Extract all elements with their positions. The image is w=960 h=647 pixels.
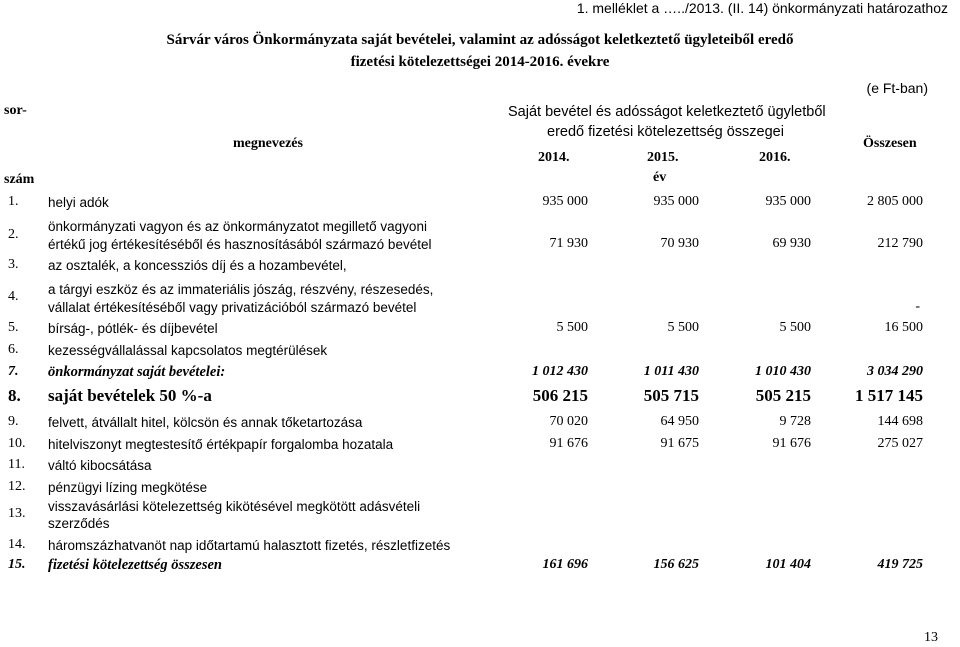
value-total: 1 517 145 <box>855 386 923 405</box>
row-number: 8. <box>8 386 21 405</box>
value-2016: 9 728 <box>779 414 811 429</box>
row-number: 6. <box>8 342 19 357</box>
row-label-line2: szerződés <box>48 516 110 531</box>
row-number: 10. <box>8 436 26 451</box>
value-2015: 91 675 <box>660 436 699 451</box>
value-2015: 64 950 <box>660 414 699 429</box>
value-2016: 505 215 <box>755 386 811 405</box>
value-2015: 935 000 <box>653 194 699 209</box>
value-total: 419 725 <box>877 557 923 572</box>
table-row <box>0 537 960 555</box>
value-2014: 1 012 430 <box>532 364 588 379</box>
row-label: helyi adók <box>48 195 109 210</box>
table-row <box>0 281 960 317</box>
value-2016: 5 500 <box>779 320 811 335</box>
row-number: 13. <box>8 506 26 521</box>
document-title-line2: fizetési kötelezettségei 2014-2016. évekre <box>350 54 610 70</box>
row-label-line1: a tárgyi eszköz és az immateriális jószág, részvény, részesedés, <box>48 282 434 297</box>
header-szam: szám <box>4 172 35 187</box>
table-row <box>0 342 960 360</box>
row-number: 4. <box>8 289 19 304</box>
header-sor: sor- <box>4 103 27 118</box>
row-label: az osztalék, a koncessziós díj és a hozambevétel, <box>48 258 347 273</box>
value-2014: 91 676 <box>549 436 588 451</box>
row-label: felvett, átvállalt hitel, kölcsön és annak tőketartozása <box>48 415 363 430</box>
value-2014: 71 930 <box>549 236 588 251</box>
table-row <box>0 194 960 212</box>
table-row <box>0 218 960 254</box>
row-number: 15. <box>8 557 26 572</box>
header-year-2016: 2016. <box>759 150 791 165</box>
table-row <box>0 364 960 382</box>
value-2014: 161 696 <box>542 557 588 572</box>
value-total: 3 034 290 <box>867 364 923 379</box>
row-number: 3. <box>8 257 19 272</box>
value-2016: 101 404 <box>765 557 811 572</box>
value-2014: 506 215 <box>532 386 588 405</box>
value-total: - <box>915 299 920 314</box>
row-label-line1: visszavásárlási kötelezettség kikötésével megkötött adásvételi <box>48 499 421 514</box>
row-label-line2: vállalat értékesítéséből vagy privatizációból származó bevétel <box>48 300 417 315</box>
header-megnevezes: megnevezés <box>233 136 303 151</box>
header-osszesen: Összesen <box>863 136 917 151</box>
row-label: fizetési kötelezettség összesen <box>48 557 222 573</box>
page-number: 13 <box>924 630 938 645</box>
table-row <box>0 414 960 432</box>
header-group-line1: Saját bevétel és adósságot keletkeztető ügyletből <box>508 104 826 120</box>
table-row <box>0 257 960 275</box>
row-label-line2: értékű jog értékesítéséből és hasznosításából származó bevétel <box>48 237 432 252</box>
value-total: 16 500 <box>884 320 923 335</box>
value-2015: 156 625 <box>653 557 699 572</box>
table-row <box>0 386 960 408</box>
annex-reference: 1. melléklet a …../2013. (II. 14) önkormányzati határozathoz <box>576 0 948 16</box>
row-label: kezességvállalással kapcsolatos megtérülések <box>48 343 328 358</box>
value-total: 212 790 <box>877 236 923 251</box>
row-label: pénzügyi lízing megkötése <box>48 480 208 495</box>
row-number: 14. <box>8 537 26 552</box>
table-row <box>0 457 960 475</box>
value-total: 275 027 <box>877 436 923 451</box>
row-label: váltó kibocsátása <box>48 458 152 473</box>
value-2016: 935 000 <box>765 194 811 209</box>
row-number: 11. <box>8 457 25 472</box>
row-label: háromszázhatvanöt nap időtartamú halasztott fizetés, részletfizetés <box>48 538 451 553</box>
table-row <box>0 479 960 497</box>
table-row <box>0 557 960 575</box>
table-row <box>0 436 960 454</box>
value-2014: 5 500 <box>556 320 588 335</box>
value-2015: 70 930 <box>660 236 699 251</box>
value-2015: 5 500 <box>667 320 699 335</box>
value-total: 144 698 <box>877 414 923 429</box>
header-ev: év <box>653 170 667 185</box>
row-number: 1. <box>8 194 19 209</box>
row-label: saját bevételek 50 %-a <box>48 386 212 405</box>
row-label-line1: önkormányzati vagyon és az önkormányzatot megillető vagyoni <box>48 219 427 234</box>
row-label: bírság-, pótlék- és díjbevétel <box>48 321 218 336</box>
table-row <box>0 498 960 534</box>
row-number: 12. <box>8 479 26 494</box>
value-total: 2 805 000 <box>867 194 923 209</box>
row-number: 7. <box>8 364 19 379</box>
row-label: önkormányzat saját bevételei: <box>48 364 226 380</box>
value-2014: 935 000 <box>542 194 588 209</box>
table-row <box>0 320 960 338</box>
value-2016: 1 010 430 <box>755 364 811 379</box>
value-2015: 1 011 430 <box>643 364 699 379</box>
row-number: 5. <box>8 320 19 335</box>
row-number: 2. <box>8 227 19 242</box>
header-year-2015: 2015. <box>647 150 679 165</box>
document-title-line1: Sárvár város Önkormányzata saját bevételei, valamint az adósságot keletkeztető ügyleteiből eredő <box>166 32 794 48</box>
value-2016: 91 676 <box>772 436 811 451</box>
row-label: hitelviszonyt megtestesítő értékpapír forgalomba hozatala <box>48 437 394 452</box>
value-2015: 505 715 <box>643 386 699 405</box>
row-number: 9. <box>8 414 19 429</box>
header-group-line2: eredő fizetési kötelezettség összegei <box>547 124 784 140</box>
value-2016: 69 930 <box>772 236 811 251</box>
unit-label: (e Ft-ban) <box>866 80 928 96</box>
header-year-2014: 2014. <box>538 150 570 165</box>
value-2014: 70 020 <box>549 414 588 429</box>
